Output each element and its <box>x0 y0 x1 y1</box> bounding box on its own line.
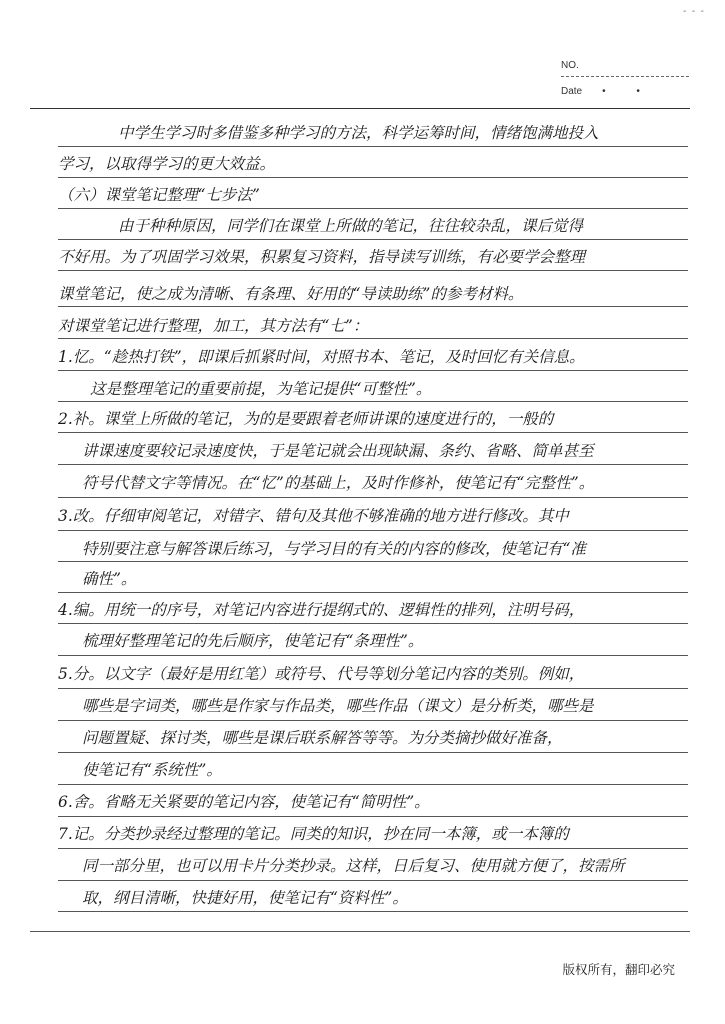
text-line: 这是整理笔记的重要前提，为笔记提供“可整性”。 <box>90 380 432 398</box>
ruled-line <box>58 655 688 656</box>
ruled-line <box>58 880 688 881</box>
text-line: 2.补。课堂上所做的笔记，为的是要跟着老师讲课的速度进行的，一般的 <box>58 410 554 428</box>
ruled-line <box>58 561 688 562</box>
ruled-line <box>58 497 688 498</box>
text-line: 讲课速度要较记录速度快，于是笔记就会出现缺漏、条约、省略、简单甚至 <box>82 442 594 460</box>
text-line: 3.改。仔细审阅笔记，对错字、错句及其他不够准确的地方进行修改。其中 <box>58 507 569 525</box>
date-field <box>561 86 689 100</box>
text-line: 5.分。以文字（最好是用红笔）或符号、代号等划分笔记内容的类别。例如， <box>58 665 585 683</box>
ruled-line <box>58 592 688 593</box>
ruled-line <box>58 688 688 689</box>
no-field <box>561 60 689 77</box>
ruled-line <box>30 108 690 109</box>
ruled-line <box>58 306 688 307</box>
text-line: 同一部分里，也可以用卡片分类抄录。这样，日后复习、使用就方便了，按需所 <box>82 857 625 875</box>
ruled-line <box>30 931 690 932</box>
date-label: Date <box>561 86 583 97</box>
ruled-line <box>58 784 688 785</box>
section-heading: （六）课堂笔记整理“七步法” <box>58 186 260 204</box>
ruled-line <box>58 239 688 240</box>
ruled-line <box>58 432 688 433</box>
ruled-line <box>58 464 688 465</box>
ruled-line <box>58 177 688 178</box>
text-line: 使笔记有“系统性”。 <box>82 761 222 779</box>
text-line: 6.舍。省略无关紧要的笔记内容，使笔记有“简明性”。 <box>58 793 430 811</box>
text-line: 1.忆。“趁热打铁”，即课后抓紧时间，对照书本、笔记，及时回忆有关信息。 <box>58 348 585 366</box>
text-line: 问题置疑、探讨类，哪些是课后联系解答等等。为分类摘抄做好准备， <box>82 729 563 747</box>
ruled-line <box>58 848 688 849</box>
corner-mark: - - - <box>682 6 705 17</box>
ruled-line <box>58 623 688 624</box>
text-line: 学习，以取得学习的更大效益。 <box>58 155 276 173</box>
ruled-line <box>58 720 688 721</box>
ruled-line <box>58 401 688 402</box>
text-line: 梳理好整理笔记的先后顺序，使笔记有“条理性”。 <box>82 632 424 650</box>
text-line: 7.记。分类抄录经过整理的笔记。同类的知识，抄在同一本簿，或一本簿的 <box>58 825 569 843</box>
ruled-line <box>58 208 688 209</box>
ruled-line <box>58 530 688 531</box>
text-line: 由于种种原因，同学们在课堂上所做的笔记，往往较杂乱，课后觉得 <box>118 217 584 235</box>
ruled-line <box>58 370 688 371</box>
text-line: 取，纲目清晰，快捷好用，使笔记有“资料性”。 <box>82 889 408 907</box>
ruled-line <box>58 270 688 271</box>
text-line: 特别要注意与解答课后练习，与学习目的有关的内容的修改，使笔记有“准 <box>82 540 586 558</box>
copyright-footer: 版权所有，翻印必究 <box>562 962 675 977</box>
text-line: 哪些是字词类，哪些是作家与作品类，哪些作品（课文）是分析类，哪些是 <box>82 697 594 715</box>
ruled-line <box>58 911 688 912</box>
ruled-line <box>58 146 688 147</box>
text-line: 课堂笔记，使之成为清晰、有条理、好用的“导读助练”的参考材料。 <box>58 285 524 303</box>
no-label: NO. <box>561 60 579 71</box>
ruled-line <box>58 338 688 339</box>
text-line: 中学生学习时多借鉴多种学习的方法，科学运筹时间，情绪饱满地投入 <box>118 124 599 142</box>
text-line: 符号代替文字等情况。在“忆”的基础上，及时作修补，使笔记有“完整性”。 <box>82 474 595 492</box>
text-line: 对课堂笔记进行整理，加工，其方法有“七”： <box>58 317 369 335</box>
text-line: 确性”。 <box>82 570 137 588</box>
text-line: 不好用。为了巩固学习效果，积累复习资料，指导读写训练，有必要学会整理 <box>58 248 586 266</box>
ruled-line <box>58 816 688 817</box>
ruled-line <box>58 752 688 753</box>
text-line: 4.编。用统一的序号，对笔记内容进行提纲式的、逻辑性的排列，注明号码， <box>58 601 585 619</box>
date-dots: • • <box>602 86 654 97</box>
